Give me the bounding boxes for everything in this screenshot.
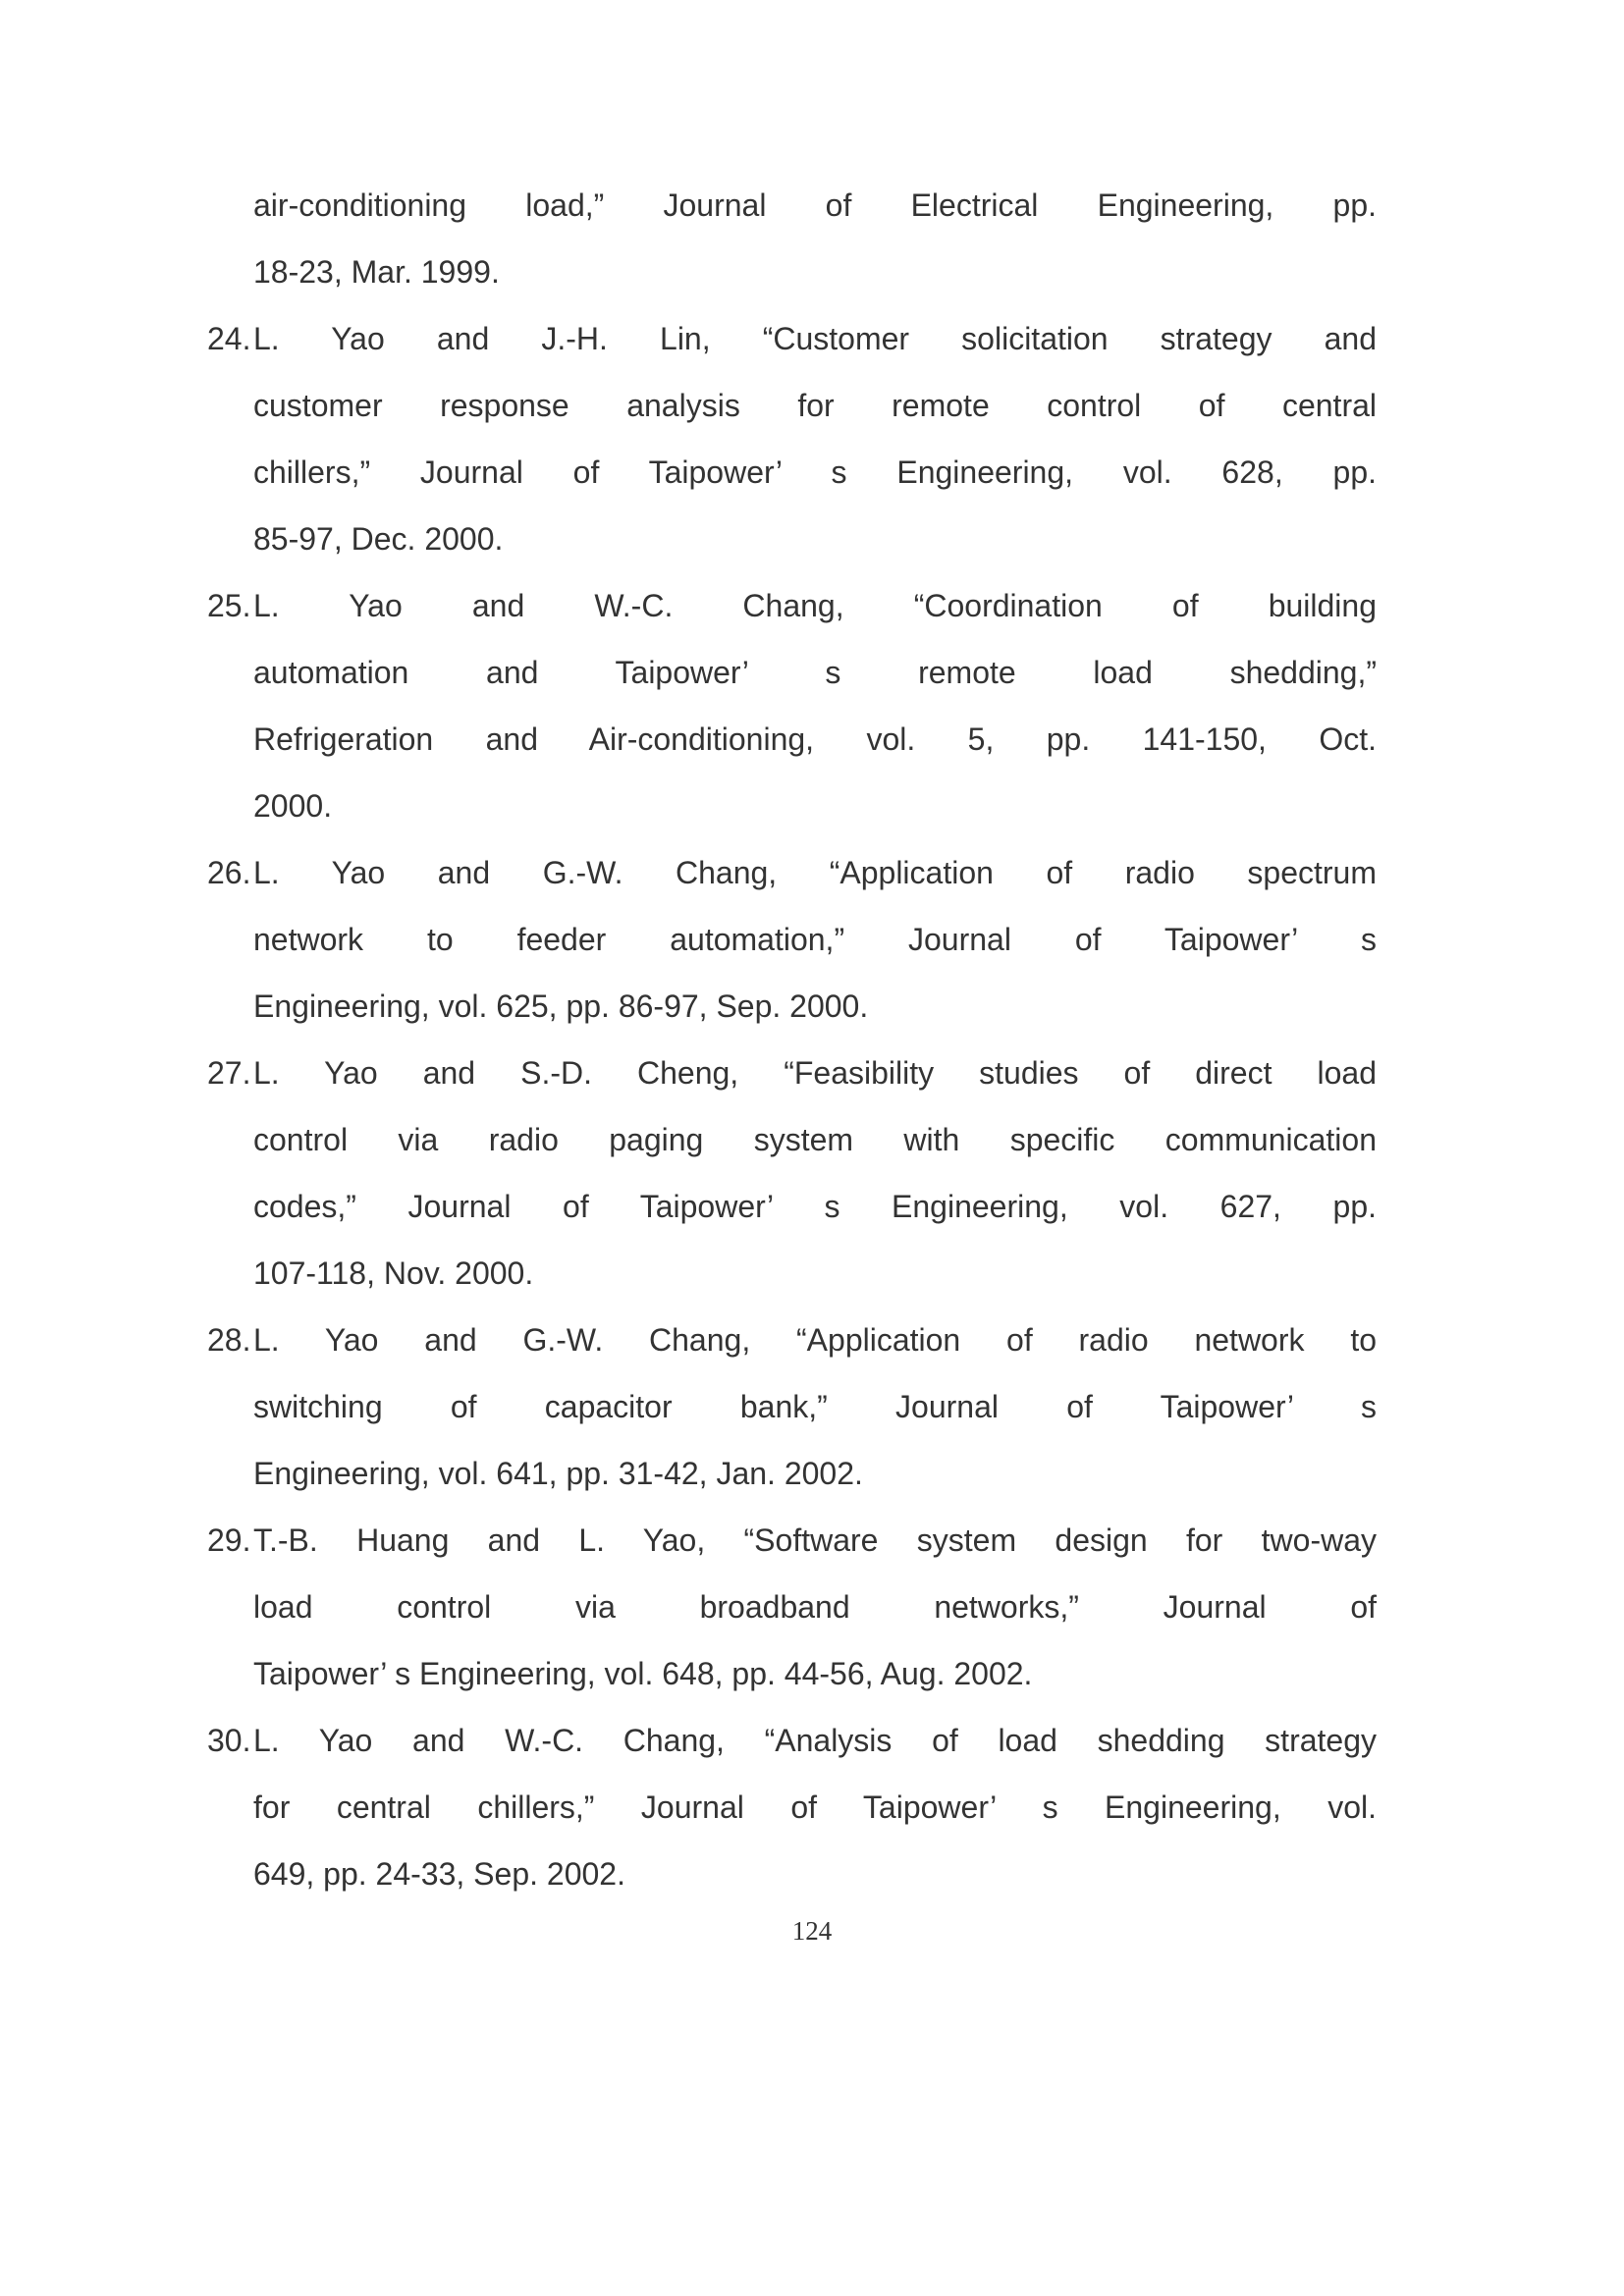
reference-line: customer response analysis for remote control of central: [253, 388, 1377, 423]
reference-item: [207, 1507, 1377, 1707]
reference-line: 2000.: [253, 788, 333, 824]
reference-line: Taipower’ s Engineering, vol. 648, pp. 44-56, Aug. 2002.: [253, 1656, 1033, 1691]
reference-line: 107-118, Nov. 2000.: [253, 1255, 534, 1291]
reference-line: L. Yao and G.-W. Chang, “Application of radio spectrum: [253, 855, 1377, 890]
reference-line: 18-23, Mar. 1999.: [253, 254, 500, 290]
reference-line: for central chillers,” Journal of Taipower’ s Engineering, vol.: [253, 1789, 1377, 1825]
reference-item: [207, 839, 1377, 1040]
reference-continuation: [207, 172, 1377, 305]
reference-item: [207, 1707, 1377, 1907]
references-section: [207, 172, 1377, 1907]
reference-number: 28.: [207, 1322, 251, 1358]
reference-line: Engineering, vol. 641, pp. 31-42, Jan. 2002.: [253, 1456, 863, 1491]
reference-line: network to feeder automation,” Journal of Taipower’ s: [253, 922, 1377, 957]
reference-line: L. Yao and G.-W. Chang, “Application of radio network to: [253, 1322, 1377, 1358]
reference-line: L. Yao and W.-C. Chang, “Coordination of building: [253, 588, 1377, 623]
reference-item: [207, 1040, 1377, 1307]
reference-line: L. Yao and J.-H. Lin, “Customer solicitation strategy and: [253, 321, 1377, 356]
reference-number: 30.: [207, 1723, 251, 1758]
page-number: 124: [791, 1916, 833, 1946]
reference-line: switching of capacitor bank,” Journal of Taipower’ s: [253, 1389, 1377, 1424]
reference-number: 29.: [207, 1522, 251, 1558]
reference-line: T.-B. Huang and L. Yao, “Software system design for two-way: [253, 1522, 1377, 1558]
reference-number: 26.: [207, 855, 251, 890]
reference-line: 649, pp. 24-33, Sep. 2002.: [253, 1856, 625, 1892]
reference-item: [207, 1307, 1377, 1507]
reference-line: Engineering, vol. 625, pp. 86-97, Sep. 2000.: [253, 988, 869, 1024]
reference-line: L. Yao and S.-D. Cheng, “Feasibility studies of direct load: [253, 1055, 1377, 1091]
reference-number: 25.: [207, 588, 251, 623]
reference-line: codes,” Journal of Taipower’ s Engineering, vol. 627, pp.: [253, 1189, 1377, 1224]
reference-line: L. Yao and W.-C. Chang, “Analysis of load shedding strategy: [253, 1723, 1377, 1758]
reference-line: chillers,” Journal of Taipower’ s Engineering, vol. 628, pp.: [253, 454, 1377, 490]
reference-line: control via radio paging system with specific communication: [253, 1122, 1377, 1157]
reference-list: [207, 305, 1377, 1907]
reference-item: [207, 305, 1377, 572]
reference-line: automation and Taipower’ s remote load shedding,”: [253, 655, 1377, 690]
reference-line: air-conditioning load,” Journal of Electrical Engineering, pp.: [253, 187, 1377, 223]
reference-item: [207, 572, 1377, 839]
reference-line: load control via broadband networks,” Journal of: [253, 1589, 1377, 1625]
reference-number: 27.: [207, 1055, 251, 1091]
reference-number: 24.: [207, 321, 251, 356]
reference-line: 85-97, Dec. 2000.: [253, 521, 504, 557]
reference-line: Refrigeration and Air-conditioning, vol. 5, pp. 141-150, Oct.: [253, 721, 1377, 757]
